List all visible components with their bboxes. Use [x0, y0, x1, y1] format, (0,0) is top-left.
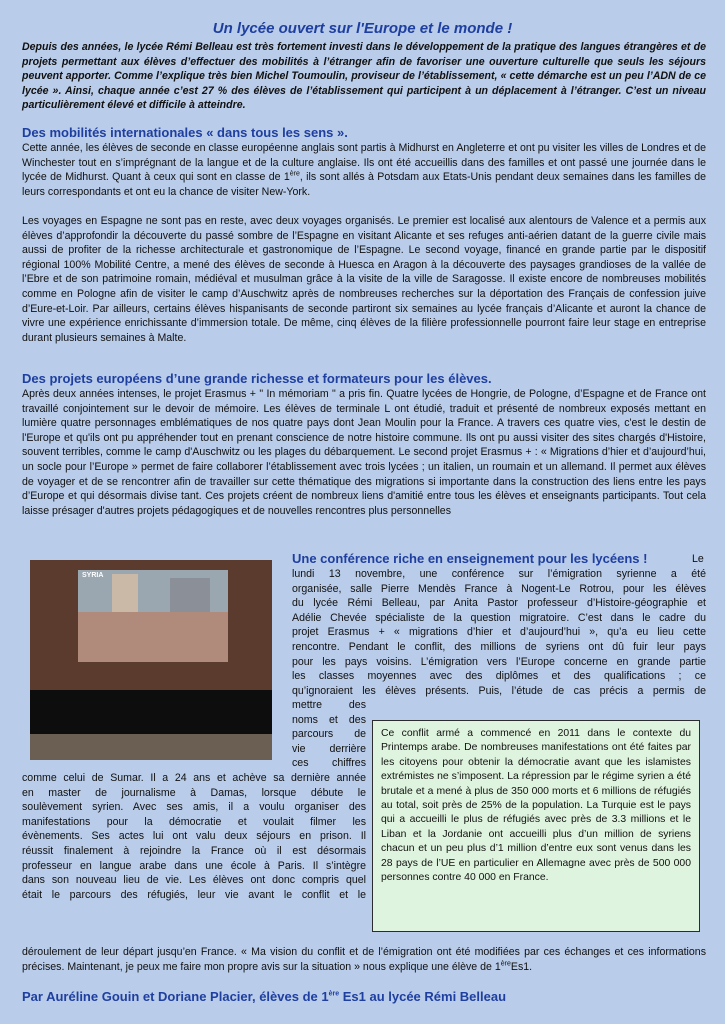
page-title: Un lycée ouvert sur l'Europe et le monde !	[212, 20, 513, 37]
conference-paragraph-left: comme celui de Sumar. Il a 24 ans et achève sa dernière année en master de journalisme à Damas, lorsque débute le soulèvement syrien. Avec ses amis, il a voulu organiser des manifestations pour la démocratie et voulait filmer les évènements. Ses actes lui ont valu deux séjours en prison. Il réussit finalement à rejoindre la France où il est désormais professeur en langue arabe dans une école à Paris. Il s’intègre dans son nouveau lieu de vie. Les élèves ont donc compris quel était le parcours des réfugiés, leur vie avant le conflit et le	[22, 772, 366, 901]
conference-closing-paragraph: déroulement de leur départ jusqu’en France. « Ma vision du conflit et de l’émigration ont été modifiées par ces échanges et ces informations précises. Maintenant, je peux me faire mon propre avis sur la situation » nous explique une élève de 1èreEs1.	[22, 946, 706, 973]
conference-photo	[30, 560, 272, 760]
mobilites-paragraph-2: Les voyages en Espagne ne sont pas en reste, avec deux voyages organisés. Le premier est localisé aux alentours de Valence et a permis aux élèves d’approfondir la découverte du passé sombre de l’Espagne en visitant Alicante et ses refuges anti-aérien datant de la guerre civile mais aussi de profiter de la richesse architecturale et gastronomique de l’Espagne. Le second voyage, financé en grande partie par le dispositif régional 100% Mobilité Centre, a mené des élèves de seconde à Huesca en Aragon à la découverte des paysages grandioses de la vallée de l’Ebre et de son patrimoine romain, médiéval et musulman grâce à la visite de la ville de Saragosse. Il existe encore de nombreuses mobilités comme en Pologne afin de visiter le camp d’Auschwitz après de nombreuses recherches sur la déportation des Français de confession juive d’Eure-et-Loir. Par ailleurs, certains élèves hispanisants de seconde partiront six semaines au lycée français d’Alicante et auront la chance de vivre une expérience enrichissante d’immersion totale. De même, cinq élèves de la filière professionnelle pourront faire leur stage en entreprise durant plusieurs semaines à Malte.	[22, 215, 706, 344]
screen-banner-text: SYRIA	[82, 572, 104, 579]
conference-paragraph-right: lundi 13 novembre, une conférence sur l’émigration syrienne a été organisée, salle Pierre Mendès France à Nogent-Le Rotrou, pour les élèves du lycée Rémi Belleau, par Anita Pastor professeur d’Histoire-géographie et Adélie Chevée spécialiste de la question migratoire. C’est dans le cadre du projet Erasmus + « migrations d’hier et d’aujourd’hui », qu’a eu lieu cette rencontre. Pendant le conflit, des millions de syriens ont dû fuir leur pays pour les pays voisins. L’émigration vers l’Europe concerne en grande partie les classes moyennes avec des diplômes et des qualifications ; ce qu’ignoraient les élèves présents. Puis, l’étude de cas précis a permis de	[292, 568, 706, 697]
section-heading-conference: Une conférence riche en enseignement pour les lycéens !	[292, 551, 648, 566]
intro-paragraph: Depuis des années, le lycée Rémi Belleau est très fortement investi dans le développement de la pratique des langues étrangères et de projets permettant aux élèves d’effectuer des mobilités à l’étranger afin de favoriser une ouverture culturelle que seuls les séjours peuvent apporter. Comme l’explique très bien Michel Toumoulin, proviseur de l’établissement, « cette démarche est un peu l’ADN de ce lycée ». Ainsi, chaque année c’est 27 % des élèves de l’établissement qui participent à un déplacement à l’étranger. C’est un niveau particulièrement élevé et difficile à atteindre.	[22, 41, 706, 112]
conference-first-word: Le	[692, 553, 704, 565]
section-heading-mobilites: Des mobilités internationales « dans tous les sens ».	[22, 125, 348, 140]
section-heading-projets: Des projets européens d’une grande richesse et formateurs pour les élèves.	[22, 371, 492, 386]
projets-paragraph: Après deux années intenses, le projet Erasmus + " In mémoriam " a pris fin. Quatre lycées de Hongrie, de Pologne, d’Espagne et de France ont travaillé conjointement sur le devoir de mémoire. Les élèves de terminale L ont étudié, traduit et présenté de nombreux exposés mettant en lumière quatre personnages emblématiques de nos quatre pays dont Jean Moulin pour la France. A travers ces quatre vies, c'est le destin de l'Europe et qu'ils ont pu appréhender tout en prenant conscience de notre histoire commune. Ils ont pu aussi visiter des sites chargés d'Histoire, souvent terribles, comme le camp d'Auschwitz ou les plages du débarquement. Le second projet Erasmus + : « Migrations d’hier et d’aujourd’hui, un socle pour l’Europe » permet de faire collaborer l’établissement avec trois lycées ; un italien, un roumain et un allemand. Il permet aux élèves de voyager et de se rencontrer afin de travailler sur cette thématique des migrations si importante dans la construction des liens entre les pays d’Europe et qui désormais divise tant. Ces projets créent de nombreux liens d'amitié entre tous les élèves et enseignants participants. Tout cela laisse présager d'autres projets pédagogiques et de nouvelles rencontres plus personnelles	[22, 388, 706, 517]
author-signature: Par Auréline Gouin et Doriane Placier, élèves de 1ère Es1 au lycée Rémi Belleau	[22, 989, 507, 1004]
syria-conflict-infobox: Ce conflit armé a commencé en 2011 dans le contexte du Printemps arabe. De nombreuses manifestations ont été faites par les citoyens pour obtenir la démocratie avant que les islamistes extrémistes ne s’imposent. La répression par le régime syrien a été brutale et a mené à plus de 350 000 morts et 6 millions de réfugiés au total, soit près de 25% de la population. La Turquie est le pays qui a accueilli le plus de réfugiés avec près de 3.3 millions et le Liban et la Jordanie ont accueilli plus d’un million de syriens chacun et un peu plus d’1 million d’entre eux sont venus dans les 28 pays de l’UE en particulier en Allemagne avec près de 500 000 personnes contre 40 000 en France.	[372, 720, 700, 932]
mobilites-paragraph-1: Cette année, les élèves de seconde en classe européenne anglais sont partis à Midhurst en Angleterre et ont pu visiter les villes de Londres et de Winchester tout en s’imprégnant de la langue et de la culture anglaise. Ils ont été accueillis dans des familles et ont passé une journée dans le lycée de Midhurst. Quant à ceux qui sont en classe de 1ère, ils sont allés à Potsdam aux Etats-Unis pendant deux semaines dans les familles de leurs correspondants et ont eu la chance de visiter New-York.	[22, 142, 706, 198]
conference-narrow-column: mettre des noms et des parcours de vie derrière ces chiffres	[292, 699, 366, 770]
